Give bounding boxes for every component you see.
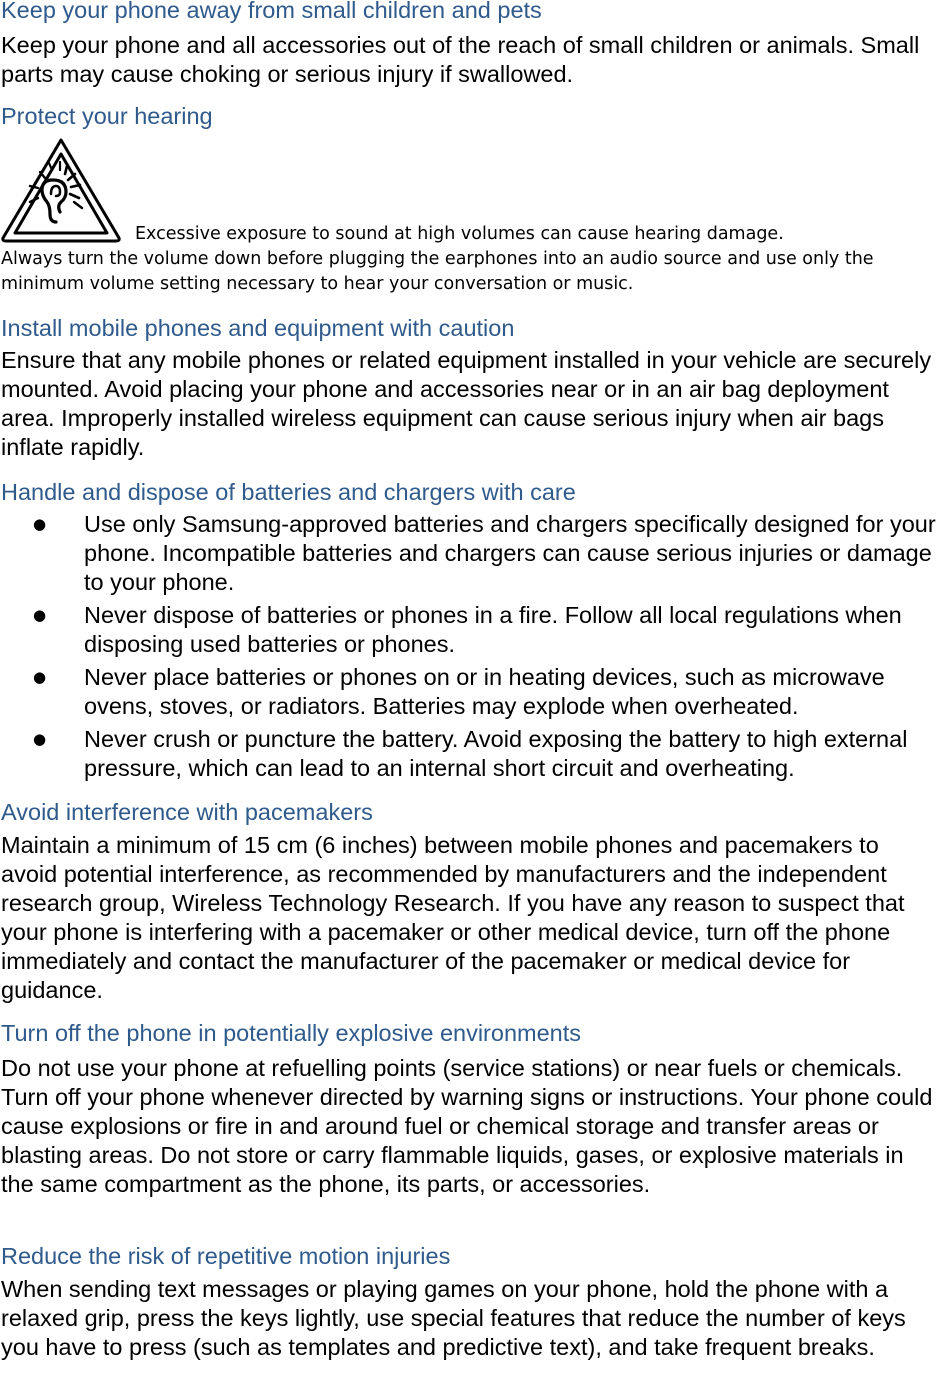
list-item: Never dispose of batteries or phones in a fire. Follow all local regulations when disposing used batteries or phones.: [84, 602, 902, 657]
section-heading-explosive: Turn off the phone in potentially explosive environments: [1, 1020, 582, 1046]
hearing-caution-rest: Always turn the volume down before plugging the earphones into an audio source and use only the minimum volume setting necessary to hear your conversation or music.: [1, 249, 874, 294]
hearing-caution-first-line: Excessive exposure to sound at high volumes can cause hearing damage.: [135, 224, 784, 244]
section-heading-repetitive-motion: Reduce the risk of repetitive motion injuries: [1, 1243, 451, 1269]
list-item: Use only Samsung-approved batteries and chargers specifically designed for your phone. Incompatible batteries and chargers can cause serious injuries or damage to your phone.: [84, 511, 936, 595]
bullet-marker: ●: [33, 515, 47, 533]
section-body-children-pets: Keep your phone and all accessories out of the reach of small children or animals. Small parts may cause choking or serious injury if swallowed.: [1, 32, 920, 87]
list-item: Never crush or puncture the battery. Avoid exposing the battery to high external pressure, which can lead to an internal short circuit and overheating.: [84, 726, 908, 781]
section-body-install-caution: Ensure that any mobile phones or related equipment installed in your vehicle are securely mounted. Avoid placing your phone and accessories near or in an air bag deployment area. Improperly installed wireless equipment can cause serious injury when air bags inflate rapidly.: [1, 347, 932, 460]
section-body-pacemakers: Maintain a minimum of 15 cm (6 inches) between mobile phones and pacemakers to avoid potential interference, as recommended by manufacturers and the independent research group, Wireless Technology Research. If you have any reason to suspect that your phone is interfering with a pacemaker or other medical device, turn off the phone immediately and contact the manufacturer of the pacemaker or medical device for guidance.: [1, 832, 905, 1003]
bullet-marker: ●: [33, 606, 47, 624]
section-heading-batteries: Handle and dispose of batteries and chargers with care: [1, 479, 576, 505]
section-heading-install-caution: Install mobile phones and equipment with caution: [1, 315, 515, 341]
section-body-repetitive-motion: When sending text messages or playing games on your phone, hold the phone with a relaxed grip, press the keys lightly, use special features that reduce the number of keys you have to press (such as templates and predictive text), and take frequent breaks.: [1, 1276, 906, 1360]
section-heading-children-pets: Keep your phone away from small children and pets: [1, 0, 542, 23]
bullet-marker: ●: [33, 730, 47, 748]
section-heading-pacemakers: Avoid interference with pacemakers: [1, 799, 373, 825]
section-heading-hearing: Protect your hearing: [1, 103, 213, 129]
section-body-explosive: Do not use your phone at refuelling points (service stations) or near fuels or chemicals. Turn off your phone whenever directed by warning signs or instructions. Your phone could cause explosions or fire in and around fuel or chemical storage and transfer areas or blasting areas. Do not store or carry flammable liquids, gases, or explosive materials in the same compartment as the phone, its parts, or accessories.: [1, 1055, 933, 1197]
bullet-marker: ●: [33, 668, 47, 686]
hearing-warning-icon: [0, 136, 122, 244]
list-item: Never place batteries or phones on or in heating devices, such as microwave ovens, stoves, or radiators. Batteries may explode when overheated.: [84, 664, 885, 719]
